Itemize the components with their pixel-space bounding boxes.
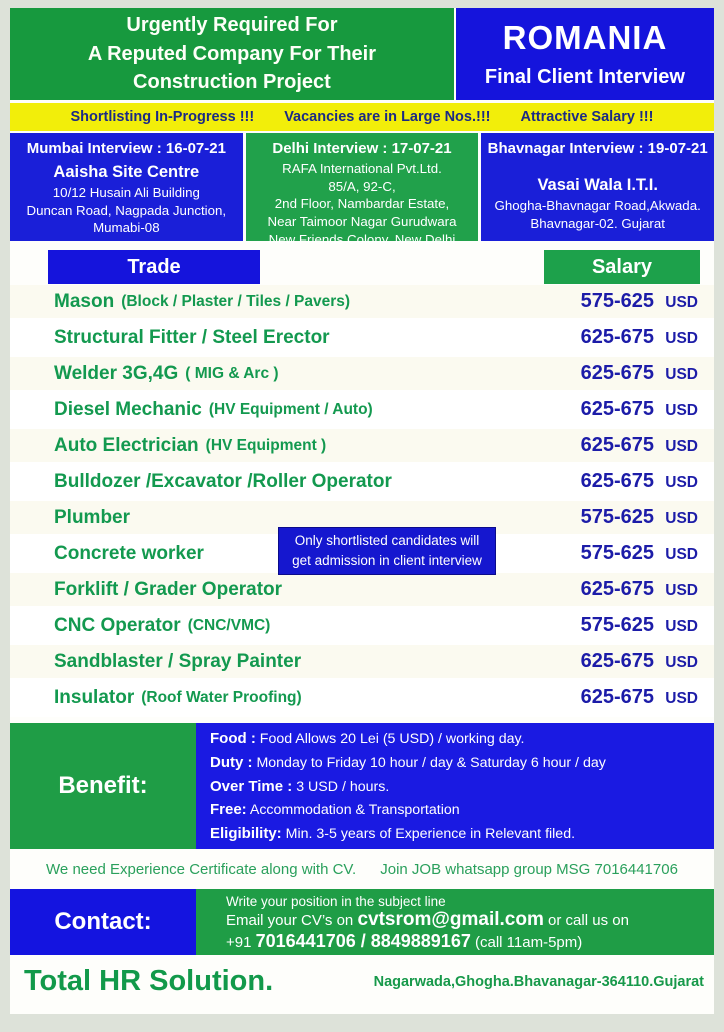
contact-phone-line	[226, 931, 710, 952]
header-title-line-1: Urgently Required For	[126, 14, 338, 37]
salary-value: 625-675	[580, 470, 654, 492]
table-row	[10, 681, 714, 717]
trade-name: Plumber	[54, 506, 131, 528]
benefit-item	[210, 754, 710, 771]
interview-line: RAFA International Pvt.Ltd.	[282, 161, 442, 176]
salary-cell	[550, 290, 698, 313]
contact-email-suffix: or call us on	[543, 912, 629, 929]
interview-line: Duncan Road, Nagpada Junction,	[26, 202, 227, 218]
benefit-item-label: Free:	[210, 801, 247, 819]
contact-phone-suffix: (call 11am-5pm)	[470, 934, 583, 951]
trade-table	[10, 249, 714, 717]
salary-cell	[550, 686, 698, 709]
trade-name: Auto Electrician	[54, 434, 199, 456]
contact-phones: 7016441706 / 8849889167	[255, 931, 471, 951]
header-title	[10, 8, 454, 100]
interview-line: Mumabi-08	[93, 220, 160, 236]
trade-column-header: Trade	[48, 250, 260, 284]
salary-value: 575-625	[580, 542, 654, 564]
table-row	[10, 321, 714, 357]
interview-cards	[10, 133, 714, 247]
benefit-item	[210, 801, 710, 818]
trade-detail: ( MIG & Arc )	[185, 364, 279, 382]
salary-value: 625-675	[580, 362, 654, 384]
salary-value: 575-625	[580, 506, 654, 528]
highlight-strip	[10, 103, 714, 131]
contact-subject-line: Write your position in the subject line	[226, 894, 446, 909]
interview-line: New Friends Colony, New Delhi	[268, 231, 456, 247]
table-row	[10, 573, 714, 609]
table-header	[10, 249, 714, 285]
salary-value: 575-625	[580, 614, 654, 636]
benefit-item	[210, 730, 710, 747]
benefit-list	[196, 723, 714, 849]
interview-line: 10/12 Husain Ali Building	[52, 185, 200, 200]
benefit-item-label: Duty :	[210, 753, 253, 771]
header-subtitle: Final Client Interview	[484, 66, 685, 88]
table-row	[10, 429, 714, 465]
trade-name: Structural Fitter / Steel Erector	[54, 326, 330, 348]
benefit-section	[10, 723, 714, 849]
interview-title: Delhi Interview : 17-07-21	[272, 140, 452, 157]
salary-value: 625-675	[580, 578, 654, 600]
salary-cell	[550, 506, 698, 529]
trade-name: Sandblaster / Spray Painter	[54, 650, 302, 672]
table-row	[10, 393, 714, 429]
benefit-item	[210, 778, 710, 795]
experience-note	[10, 849, 714, 889]
salary-currency: USD	[665, 546, 698, 563]
interview-venue: Vasai Wala I.T.I.	[537, 176, 658, 194]
salary-currency: USD	[665, 402, 698, 419]
salary-currency: USD	[665, 510, 698, 527]
whatsapp-note-text: Join JOB whatsapp group MSG 7016441706	[380, 860, 678, 878]
highlight-salary: Attractive Salary !!!	[520, 109, 654, 125]
salary-currency: USD	[665, 330, 698, 347]
benefit-item-text: Food Allows 20 Lei (5 USD) / working day.	[259, 731, 525, 747]
agency-address: Nagarwada,Ghogha.Bhavanagar-364110.Gujarat	[373, 973, 704, 990]
salary-cell	[550, 578, 698, 601]
benefit-item-text: Accommodation & Transportation	[249, 802, 460, 819]
salary-value: 625-675	[580, 434, 654, 456]
salary-cell	[550, 434, 698, 457]
interview-line: Bhavnagar-02. Gujarat	[530, 215, 665, 231]
trade-detail: (Block / Plaster / Tiles / Pavers)	[121, 292, 351, 310]
trade-name: Mason	[54, 290, 115, 312]
trade-detail: (HV Equipment )	[205, 436, 327, 454]
benefit-item	[210, 825, 710, 842]
salary-currency: USD	[665, 438, 698, 455]
interview-card	[10, 133, 243, 241]
salary-currency: USD	[665, 294, 698, 311]
contact-details	[196, 889, 714, 955]
interview-line: 85/A, 92-C,	[328, 178, 396, 194]
salary-currency: USD	[665, 690, 698, 707]
highlight-shortlisting: Shortlisting In-Progress !!!	[70, 109, 255, 125]
salary-cell	[550, 614, 698, 637]
trade-name: Concrete worker	[54, 542, 204, 564]
trade-name: Diesel Mechanic	[54, 398, 202, 420]
job-poster	[10, 8, 714, 1014]
interview-card	[246, 133, 479, 247]
salary-cell	[550, 398, 698, 421]
contact-email-line	[226, 909, 710, 931]
interview-card	[481, 133, 714, 241]
salary-currency: USD	[665, 474, 698, 491]
shortlist-notice-line-2: get admission in client interview	[292, 553, 482, 568]
header	[10, 8, 714, 100]
trade-detail: (Roof Water Proofing)	[141, 688, 302, 706]
salary-currency: USD	[665, 582, 698, 599]
salary-value: 575-625	[580, 290, 654, 312]
salary-cell	[550, 470, 698, 493]
shortlist-notice-line-1: Only shortlisted candidates will	[294, 532, 480, 548]
interview-title: Mumbai Interview : 16-07-21	[26, 140, 226, 157]
footer	[10, 955, 714, 1014]
trade-detail: (HV Equipment / Auto)	[208, 400, 373, 418]
salary-value: 625-675	[580, 686, 654, 708]
agency-name: Total HR Solution.	[24, 965, 274, 997]
table-row	[10, 465, 714, 501]
benefit-item-label: Eligibility:	[210, 825, 282, 842]
country-name: ROMANIA	[502, 19, 668, 56]
benefit-item-text: 3 USD / hours.	[296, 778, 390, 795]
header-title-line-3: Construction Project	[133, 71, 331, 94]
contact-label: Contact:	[10, 889, 196, 955]
contact-email-prefix: Email your CV’s on	[226, 912, 358, 929]
interview-venue: Aaisha Site Centre	[53, 163, 200, 181]
salary-column-header: Salary	[544, 250, 700, 284]
salary-currency: USD	[665, 618, 698, 635]
salary-cell	[550, 326, 698, 349]
contact-phone-prefix: +91	[226, 934, 256, 951]
trade-rows	[10, 285, 714, 717]
trade-name: Insulator	[54, 686, 135, 708]
trade-name: Bulldozer /Excavator /Roller Operator	[54, 470, 392, 492]
salary-cell	[550, 650, 698, 673]
trade-name: Forklift / Grader Operator	[54, 578, 283, 600]
salary-cell	[550, 542, 698, 565]
salary-currency: USD	[665, 366, 698, 383]
benefit-label: Benefit:	[10, 723, 196, 849]
trade-detail: (CNC/VMC)	[187, 616, 271, 634]
header-title-line-2: A Reputed Company For Their	[87, 42, 377, 65]
trade-name: CNC Operator	[54, 614, 181, 636]
interview-title: Bhavnagar Interview : 19-07-21	[487, 140, 708, 157]
interview-line: Ghogha-Bhavnagar Road,Akwada.	[494, 198, 701, 213]
benefit-item-label: Food :	[210, 730, 256, 747]
salary-currency: USD	[665, 654, 698, 671]
trade-name: Welder 3G,4G	[54, 362, 179, 384]
table-row	[10, 645, 714, 681]
shortlist-notice	[278, 527, 496, 575]
benefit-item-text: Min. 3-5 years of Experience in Relevant filed.	[285, 826, 576, 842]
table-row	[10, 285, 714, 321]
salary-cell	[550, 362, 698, 385]
table-row	[10, 357, 714, 393]
interview-line: Near Taimoor Nagar Gurudwara	[267, 214, 457, 230]
contact-section	[10, 889, 714, 955]
interview-line: 2nd Floor, Nambardar Estate,	[274, 196, 450, 212]
experience-note-text: We need Experience Certificate along with CV.	[46, 860, 357, 878]
salary-value: 625-675	[580, 326, 654, 348]
benefit-item-text: Monday to Friday 10 hour / day & Saturday 6 hour / day	[256, 754, 606, 771]
header-country-panel	[456, 8, 714, 100]
salary-value: 625-675	[580, 650, 654, 672]
contact-email: cvtsrom@gmail.com	[357, 909, 544, 930]
benefit-item-label: Over Time :	[210, 777, 293, 795]
salary-value: 625-675	[580, 398, 654, 420]
highlight-vacancies: Vacancies are in Large Nos.!!!	[284, 109, 491, 125]
table-row	[10, 609, 714, 645]
